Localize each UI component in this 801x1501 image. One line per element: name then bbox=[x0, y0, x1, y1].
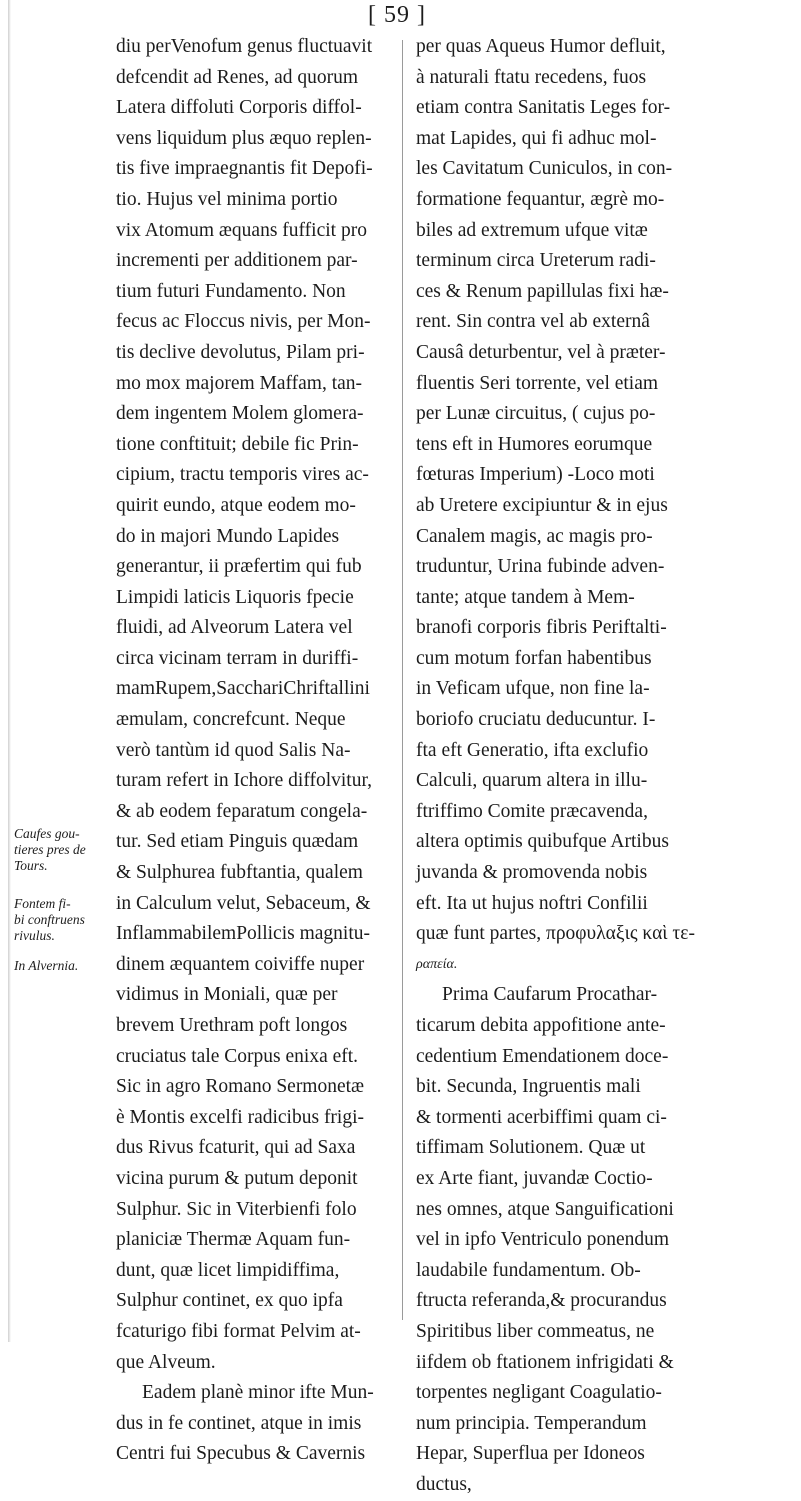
text-line: que Alveum. bbox=[116, 1351, 216, 1373]
text-line: iifdem ob ftationem infrigidati & bbox=[416, 1351, 674, 1373]
text-line: Sulphur continet, ex quo ipfa bbox=[116, 1290, 343, 1312]
text-line: dunt, quæ licet limpidiffima, bbox=[116, 1259, 340, 1281]
text-line: ftructa referanda,& procurandus bbox=[416, 1290, 667, 1312]
text-line: fluidi, ad Alveorum Latera vel bbox=[116, 617, 353, 639]
page-number: [ 59 ] bbox=[368, 2, 426, 28]
text-line: tens eft in Humores eorumque bbox=[416, 433, 653, 455]
marginal-line: tieres pres de bbox=[14, 842, 86, 857]
text-line: ticarum debita appofitione ante- bbox=[416, 1015, 666, 1036]
text-line: do in majori Mundo Lapides bbox=[116, 525, 340, 547]
text-line: planiciæ Thermæ Aquam fun- bbox=[116, 1229, 351, 1251]
text-line: tur. Sed etiam Pinguis quædam bbox=[116, 831, 359, 853]
text-line: InflammabilemPollicis magnitu- bbox=[116, 923, 370, 945]
text-line: vix Atomum æquans fufficit pro bbox=[116, 219, 367, 241]
text-line: tiffimam Solutionem. Quæ ut bbox=[416, 1137, 646, 1159]
text-line: juvanda & promovenda nobis bbox=[416, 862, 648, 884]
text-line: fcaturigo fibi format Pelvim at- bbox=[116, 1320, 361, 1342]
page-edge-shadow bbox=[8, 0, 11, 1342]
text-line: ductus, bbox=[416, 1473, 472, 1495]
text-line: cruciatus tale Corpus enixa eft. bbox=[116, 1045, 359, 1067]
text-line: fta eft Generatio, ifta exclufio bbox=[416, 739, 649, 761]
marginal-note-tours bbox=[14, 826, 114, 874]
text-line: dinem æquantem coiviffe nuper bbox=[116, 953, 365, 975]
text-line: vens liquidum plus æquo replen- bbox=[116, 127, 372, 149]
text-line: æmulam, concrefcunt. Neque bbox=[116, 709, 346, 731]
text-line: vidimus in Moniali, quæ per bbox=[116, 984, 338, 1006]
marginal-line: In Alvernia. bbox=[14, 958, 79, 973]
text-line: boriofo cruciatu deducuntur. I- bbox=[416, 709, 656, 731]
text-line: cum motum forfan habentibus bbox=[416, 647, 652, 669]
text-line: nes omnes, atque Sanguificationi bbox=[416, 1198, 674, 1220]
text-line: dus Rivus fcaturit, qui ad Saxa bbox=[116, 1137, 356, 1159]
text-line: & Sulphurea fubftantia, qualem bbox=[116, 862, 363, 884]
text-line: ραπεία. bbox=[416, 956, 458, 972]
text-line: in Veficam ufque, non fine la- bbox=[416, 678, 650, 700]
text-line: per quas Aqueus Humor defluit, bbox=[416, 36, 666, 57]
text-line: circa vicinam terram in duriffi- bbox=[116, 647, 359, 669]
text-line: branofi corporis fibris Periftalti- bbox=[416, 617, 667, 639]
text-line: Prima Caufarum Procathar- bbox=[442, 984, 658, 1006]
text-line: Spiritibus liber commeatus, ne bbox=[416, 1320, 655, 1342]
text-line: turam refert in Ichore diffolvitur, bbox=[116, 770, 373, 792]
text-line: quæ funt partes, προφυλαξις καὶ τε- bbox=[416, 923, 695, 945]
marginal-line: Tours. bbox=[14, 858, 48, 873]
text-line: diu perVenofum genus fluctuavit bbox=[116, 36, 373, 57]
text-line: Causâ deturbentur, vel à præter- bbox=[416, 341, 666, 363]
text-line: per Lunæ circuitus, ( cujus po- bbox=[416, 403, 656, 425]
text-line: fecus ac Floccus nivis, per Mon- bbox=[116, 311, 371, 333]
text-line: Limpidi laticis Liquoris fpecie bbox=[116, 586, 354, 608]
text-line: num principia. Temperandum bbox=[416, 1412, 647, 1434]
text-line: laudabile fundamentum. Ob- bbox=[416, 1259, 641, 1281]
text-line: tium futuri Fundamento. Non bbox=[116, 280, 346, 302]
text-line: fœturas Imperium) -Loco moti bbox=[416, 464, 655, 486]
text-line: cedentium Emendationem doce- bbox=[416, 1045, 669, 1067]
text-line: Hepar, Superflua per Idoneos bbox=[416, 1443, 645, 1465]
text-line: altera optimis quibufque Artibus bbox=[416, 831, 669, 853]
text-line: mo mox majorem Maffam, tan- bbox=[116, 372, 363, 394]
text-line: tis five impraegnantis fit Depofi- bbox=[116, 158, 373, 180]
text-line: eft. Ita ut hujus noftri Confilii bbox=[416, 892, 648, 914]
text-line: Sulphur. Sic in Viterbienfi folo bbox=[116, 1198, 357, 1220]
marginal-line: Fontem fi- bbox=[14, 896, 71, 911]
text-line: dus in fe continet, atque in imis bbox=[116, 1412, 362, 1434]
text-line: tio. Hujus vel minima portio bbox=[116, 188, 338, 210]
text-line: tis declive devolutus, Pilam pri- bbox=[116, 341, 365, 363]
text-line: terminum circa Ureterum radi- bbox=[416, 250, 656, 272]
text-line: & ab eodem feparatum congela- bbox=[116, 800, 368, 822]
text-line: Calculi, quarum altera in illu- bbox=[416, 770, 648, 792]
text-line: brevem Urethram poft longos bbox=[116, 1015, 348, 1036]
text-line: ftriffimo Comite præcavenda, bbox=[416, 800, 648, 822]
text-line: Eadem planè minor ifte Mun- bbox=[142, 1382, 374, 1404]
text-line: tante; atque tandem à Mem- bbox=[416, 586, 635, 608]
text-line: vicina purum & putum deponit bbox=[116, 1167, 358, 1189]
text-line: ex Arte fiant, juvandæ Coctio- bbox=[416, 1167, 653, 1189]
text-line: Sic in agro Romano Sermonetæ bbox=[116, 1076, 365, 1098]
text-line: verò tantùm id quod Salis Na- bbox=[116, 739, 351, 761]
text-line: in Calculum velut, Sebaceum, & bbox=[116, 892, 371, 914]
left-text-column bbox=[116, 32, 398, 1470]
text-line: mat Lapides, qui fi adhuc mol- bbox=[416, 127, 657, 149]
text-line: tione conftituit; debile fic Prin- bbox=[116, 433, 359, 455]
text-line: biles ad extremum ufque vitæ bbox=[416, 219, 648, 241]
text-line: bit. Secunda, Ingruentis mali bbox=[416, 1076, 641, 1098]
text-line: & tormenti acerbiffimi quam ci- bbox=[416, 1106, 667, 1128]
text-line: les Cavitatum Cuniculos, in con- bbox=[416, 158, 673, 180]
text-line: ab Uretere excipiuntur & in ejus bbox=[416, 494, 668, 516]
marginal-line: bi conftruens bbox=[14, 912, 85, 927]
text-line: dem ingentem Molem glomera- bbox=[116, 403, 364, 425]
right-text-column bbox=[416, 32, 782, 1501]
text-line: Centri fui Specubus & Cavernis bbox=[116, 1443, 366, 1465]
text-line: Canalem magis, ac magis pro- bbox=[416, 525, 653, 547]
text-line: mamRupem,SacchariChriftallini bbox=[116, 678, 370, 700]
text-line: à naturali ftatu recedens, fuos bbox=[416, 66, 647, 88]
marginal-note-alvernia bbox=[14, 958, 114, 974]
text-line: rent. Sin contra vel ab externâ bbox=[416, 311, 650, 333]
text-line: generantur, ii præfertim qui fub bbox=[116, 556, 362, 578]
marginal-note-fontem bbox=[14, 896, 114, 944]
text-line: defcendit ad Renes, ad quorum bbox=[116, 66, 359, 88]
column-divider bbox=[402, 40, 403, 1320]
text-line: ces & Renum papillulas fixi hæ- bbox=[416, 280, 669, 302]
text-line: fluentis Seri torrente, vel etiam bbox=[416, 372, 659, 394]
text-line: torpentes negligant Coagulatio- bbox=[416, 1382, 662, 1404]
text-line: formatione fequantur, ægrè mo- bbox=[416, 188, 665, 210]
text-line: quirit eundo, atque eodem mo- bbox=[116, 494, 356, 516]
marginal-line: rivulus. bbox=[14, 928, 55, 943]
text-line: incrementi per additionem par- bbox=[116, 250, 358, 272]
text-line: truduntur, Urina fubinde adven- bbox=[416, 556, 665, 578]
text-line: cipium, tractu temporis vires ac- bbox=[116, 464, 369, 486]
marginal-line: Caufes gou- bbox=[14, 826, 80, 841]
text-line: vel in ipfo Ventriculo ponendum bbox=[416, 1229, 670, 1251]
text-line: Latera diffoluti Corporis diffol- bbox=[116, 97, 362, 119]
text-line: è Montis excelfi radicibus frigi- bbox=[116, 1106, 365, 1128]
text-line: etiam contra Sanitatis Leges for- bbox=[416, 97, 671, 119]
